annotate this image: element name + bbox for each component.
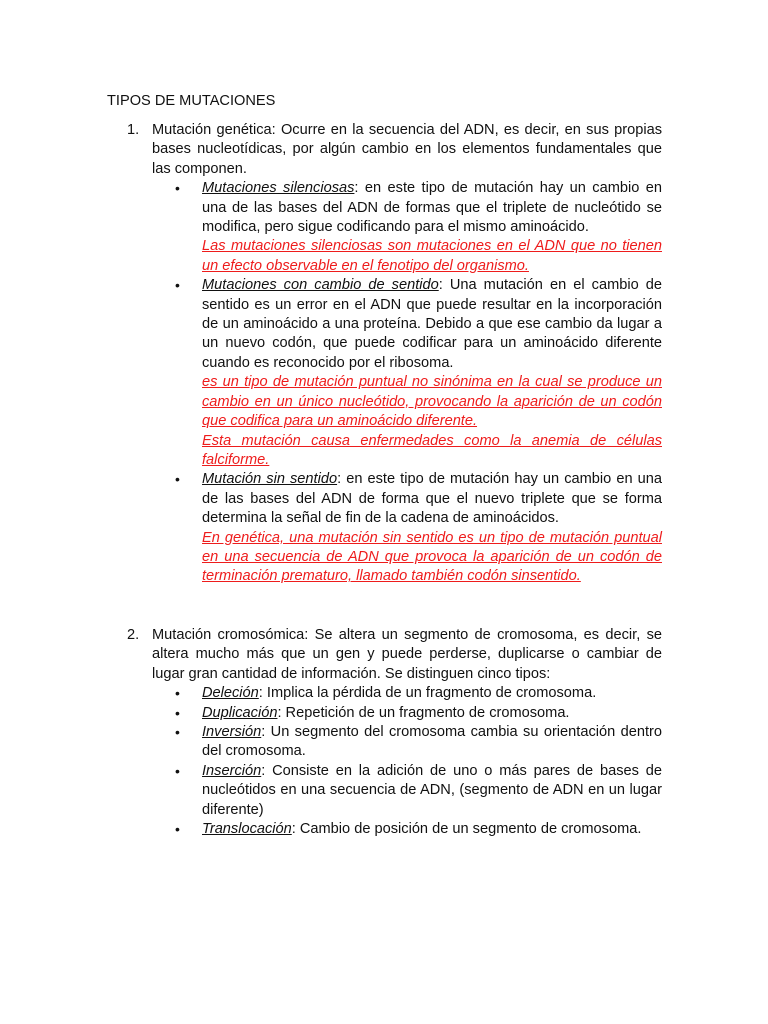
bullet-icon: •: [175, 724, 180, 741]
item-term: Inserción: [202, 762, 262, 779]
section-intro: [127, 121, 662, 179]
item-text: : Una mutación en el cambio de sentido es un error en el ADN que puede resultar en la incorporación de un aminoácido a una proteína. Debido a que ese cambio da lugar a un nuevo codón, que puede codificar para un aminoácido diferente cuando es reconocido por el ribosoma.: [202, 277, 662, 371]
item-term: Translocación: [202, 821, 292, 838]
document-title: TIPOS DE MUTACIONES: [107, 93, 276, 109]
list-item: [127, 684, 662, 703]
item-text: : Consiste en la adición de uno o más pares de bases de nucleótidos en una secuencia de ADN, (segmento de ADN en un lugar diferente): [202, 762, 662, 818]
bullet-icon: •: [175, 685, 180, 702]
bullet-icon: •: [175, 180, 180, 197]
section-intro: [127, 626, 662, 684]
item-term: Mutaciones silenciosas: [202, 180, 355, 197]
item-text: : Un segmento del cromosoma cambia su orientación dentro del cromosoma.: [202, 724, 662, 760]
bullet-icon: •: [175, 277, 180, 294]
bullet-icon: •: [175, 471, 180, 488]
section-number: 2.: [127, 627, 140, 643]
section-number: 1.: [127, 122, 140, 138]
item-term: Inversión: [202, 724, 262, 741]
list-item: [127, 762, 662, 820]
item-text: : Implica la pérdida de un fragmento de cromosoma.: [258, 685, 597, 702]
item-text: : Cambio de posición de un segmento de cromosoma.: [291, 821, 642, 838]
item-term: Mutaciones con cambio de sentido: [202, 277, 439, 294]
list-item: [127, 470, 662, 586]
item-term: Deleción: [202, 685, 259, 702]
bullet-icon: •: [175, 762, 180, 779]
list-item: [127, 723, 662, 762]
section-text: Mutación genética: Ocurre en la secuencia del ADN, es decir, en sus propias bases nucleotídicas, por algún cambio en los elementos fundamentales que las componen.: [152, 122, 662, 177]
bullet-list: [127, 684, 662, 839]
bullet-icon: •: [175, 821, 180, 838]
bullet-icon: •: [175, 704, 180, 721]
item-note: Esta mutación causa enfermedades como la anemia de células falciforme.: [202, 432, 662, 468]
item-note: En genética, una mutación sin sentido es un tipo de mutación puntual en una secuencia de ADN que provoca la aparición de un codón de terminación prematuro, llamado también codón sinsentido.: [202, 529, 662, 585]
item-text: : en este tipo de mutación hay un cambio en una de las bases del ADN de formas que el triplete de nucleótido se modifica, pero sigue codificando para el mismo aminoácido.: [202, 180, 662, 236]
item-text: : en este tipo de mutación hay un cambio en una de las bases del ADN de forma que el nuevo triplete que se forma determina la señal de fin de la cadena de aminoácidos.: [202, 471, 662, 527]
bullet-list: [127, 179, 662, 587]
item-term: Mutación sin sentido: [202, 471, 338, 488]
item-text: : Repetición de un fragmento de cromosoma.: [277, 704, 570, 721]
list-item: [127, 276, 662, 470]
item-term: Duplicación: [202, 704, 278, 721]
section-chromosomal-mutation: [127, 626, 662, 839]
item-note: es un tipo de mutación puntual no sinónima en la cual se produce un cambio en un único nucleótido, provocando la aparición de un codón que codifica para un aminoácido diferente.: [202, 374, 662, 430]
list-item: [127, 820, 662, 839]
item-note: Las mutaciones silenciosas son mutaciones en el ADN que no tienen un efecto observable en el fenotipo del organismo.: [202, 238, 662, 274]
section-text: Mutación cromosómica: Se altera un segmento de cromosoma, es decir, se altera mucho más que un gen y puede perderse, duplicarse o cambiar de lugar gran cantidad de información. Se distinguen cinco tipos:: [152, 627, 662, 682]
list-item: [127, 704, 662, 723]
list-item: [127, 179, 662, 276]
section-genetic-mutation: [127, 121, 662, 587]
